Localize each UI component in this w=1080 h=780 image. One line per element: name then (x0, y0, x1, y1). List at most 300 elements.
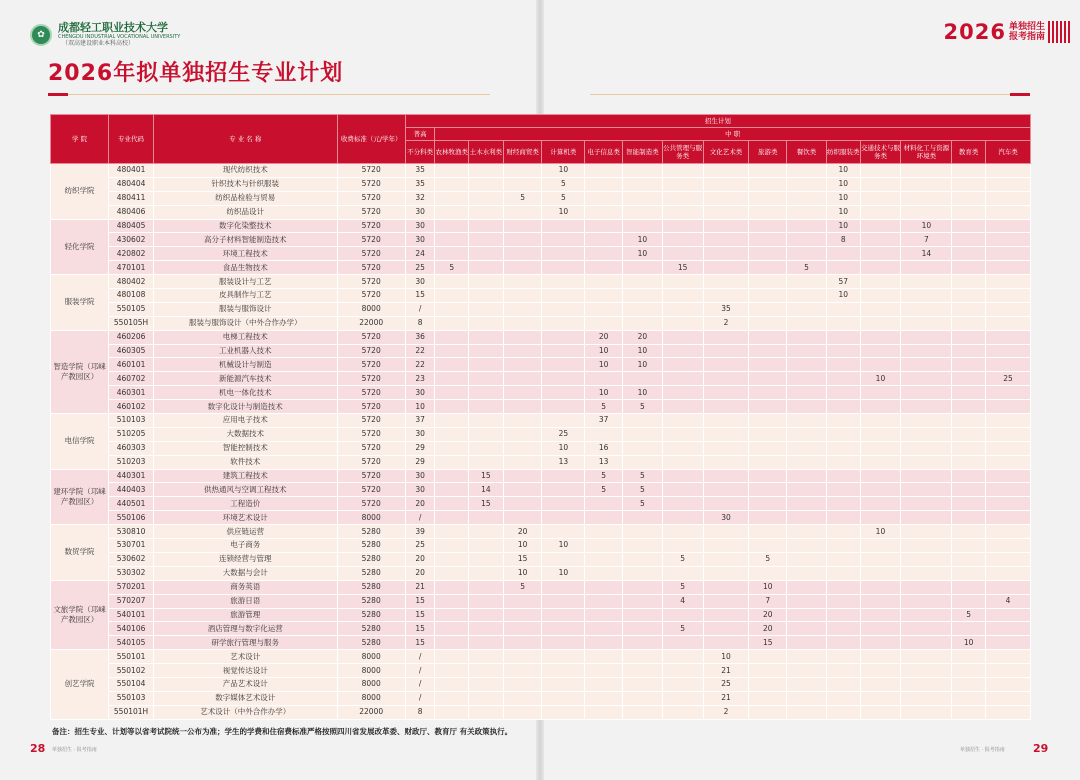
quota-cell (749, 372, 787, 386)
quota-cell (826, 414, 860, 428)
quota-cell: 21 (703, 664, 749, 678)
quota-cell (985, 483, 1030, 497)
quota-cell (860, 497, 901, 511)
quota-cell (985, 608, 1030, 622)
quota-cell (860, 400, 901, 414)
quota-cell (952, 219, 986, 233)
title-rule-left-accent (48, 93, 68, 96)
major-code: 480401 (109, 164, 154, 178)
quota-cell (435, 705, 469, 719)
major-name: 服装与服饰设计 (153, 302, 337, 316)
tuition-fee: 5280 (337, 608, 405, 622)
quota-cell (901, 469, 952, 483)
quota-cell (860, 358, 901, 372)
quota-cell (469, 372, 504, 386)
quota-cell (469, 261, 504, 275)
table-row (51, 302, 1031, 316)
quota-cell (435, 219, 469, 233)
quota-cell: / (405, 691, 435, 705)
quota-cell (985, 566, 1030, 580)
major-code: 440403 (109, 483, 154, 497)
header-subcategory: 计算机类 (542, 141, 585, 164)
quota-cell: 30 (703, 511, 749, 525)
quota-cell: 35 (405, 164, 435, 178)
quota-cell (787, 316, 827, 330)
quota-cell: 20 (405, 497, 435, 511)
title-rule-right (590, 94, 1030, 95)
quota-cell: 2 (703, 705, 749, 719)
quota-cell (503, 622, 542, 636)
quota-cell (469, 275, 504, 289)
table-row (51, 622, 1031, 636)
quota-cell (469, 705, 504, 719)
quota-cell (703, 608, 749, 622)
enrollment-plan-table (50, 114, 1031, 720)
header-subcategory: 材料化工与资源环境类 (901, 141, 952, 164)
quota-cell (623, 191, 663, 205)
institute-group (51, 219, 1031, 275)
major-code: 510203 (109, 455, 154, 469)
tuition-fee: 5720 (337, 358, 405, 372)
quota-cell (985, 691, 1030, 705)
quota-cell: 10 (503, 539, 542, 553)
quota-cell (952, 289, 986, 303)
quota-cell (503, 275, 542, 289)
major-code: 470101 (109, 261, 154, 275)
table-row (51, 358, 1031, 372)
quota-cell (901, 594, 952, 608)
quota-cell (703, 483, 749, 497)
quota-cell (860, 691, 901, 705)
quota-cell (749, 191, 787, 205)
quota-cell (952, 400, 986, 414)
quota-cell: 8 (826, 233, 860, 247)
page-number-right: 29 (1033, 742, 1049, 755)
quota-cell: 4 (662, 594, 703, 608)
quota-cell: 35 (405, 177, 435, 191)
quota-cell: 5 (787, 261, 827, 275)
quota-cell (662, 177, 703, 191)
quota-cell (985, 261, 1030, 275)
quota-cell (787, 177, 827, 191)
quota-cell (503, 261, 542, 275)
quota-cell (662, 497, 703, 511)
major-code: 510103 (109, 414, 154, 428)
quota-cell (623, 525, 663, 539)
quota-cell (787, 219, 827, 233)
quota-cell: 14 (469, 483, 504, 497)
quota-cell (952, 344, 986, 358)
quota-cell: 15 (405, 636, 435, 650)
quota-cell (952, 594, 986, 608)
quota-cell (662, 400, 703, 414)
quota-cell (662, 358, 703, 372)
quota-cell: / (405, 677, 435, 691)
quota-cell (749, 386, 787, 400)
quota-cell: 30 (405, 386, 435, 400)
quota-cell (435, 664, 469, 678)
quota-cell (787, 580, 827, 594)
quota-cell (623, 664, 663, 678)
quota-cell (542, 386, 585, 400)
major-name: 服装与服饰设计（中外合作办学） (153, 316, 337, 330)
quota-cell: 10 (826, 164, 860, 178)
quota-cell (703, 219, 749, 233)
quota-cell (952, 427, 986, 441)
quota-cell (469, 344, 504, 358)
quota-cell (469, 539, 504, 553)
quota-cell: 10 (542, 205, 585, 219)
quota-cell (901, 289, 952, 303)
tuition-fee: 5720 (337, 177, 405, 191)
quota-cell (952, 441, 986, 455)
table-row (51, 233, 1031, 247)
quota-cell (542, 400, 585, 414)
quota-cell (952, 622, 986, 636)
quota-cell (585, 608, 623, 622)
major-name: 供热通风与空调工程技术 (153, 483, 337, 497)
quota-cell: 10 (585, 358, 623, 372)
quota-cell (952, 664, 986, 678)
institute-name: 数贸学院 (51, 525, 109, 581)
header-subcategory: 土木水利类 (469, 141, 504, 164)
quota-cell: 35 (703, 302, 749, 316)
tuition-fee: 5720 (337, 483, 405, 497)
quota-cell: 10 (749, 580, 787, 594)
quota-cell (585, 275, 623, 289)
quota-cell (826, 594, 860, 608)
quota-cell (826, 427, 860, 441)
quota-cell (749, 691, 787, 705)
quota-cell (469, 233, 504, 247)
quota-cell: 15 (405, 608, 435, 622)
quota-cell (435, 650, 469, 664)
quota-cell (826, 650, 860, 664)
header-subcategory: 汽车类 (985, 141, 1030, 164)
quota-cell (952, 650, 986, 664)
quota-cell (826, 483, 860, 497)
footnote: 备注：招生专业、计划等以省考试院统一公布为准；学生的学费和住宿费标准严格按照四川省发展改革委、财政厅、教育厅 有关政策执行。 (52, 727, 513, 736)
quota-cell (826, 552, 860, 566)
quota-cell (860, 455, 901, 469)
table-row (51, 677, 1031, 691)
quota-cell (901, 414, 952, 428)
quota-cell: 10 (542, 441, 585, 455)
quota-cell (662, 441, 703, 455)
quota-cell (623, 177, 663, 191)
quota-cell (860, 483, 901, 497)
quota-cell (662, 205, 703, 219)
quota-cell (585, 664, 623, 678)
quota-cell (952, 164, 986, 178)
quota-cell (860, 247, 901, 261)
tuition-fee: 5720 (337, 497, 405, 511)
quota-cell (585, 289, 623, 303)
quota-cell: / (405, 650, 435, 664)
quota-cell (952, 511, 986, 525)
quota-cell (503, 386, 542, 400)
quota-cell (860, 414, 901, 428)
major-code: 510205 (109, 427, 154, 441)
quota-cell: 23 (405, 372, 435, 386)
quota-cell (826, 677, 860, 691)
quota-cell (703, 289, 749, 303)
quota-cell: 20 (623, 330, 663, 344)
major-name: 连锁经营与管理 (153, 552, 337, 566)
quota-cell (623, 608, 663, 622)
quota-cell: 15 (749, 636, 787, 650)
header-subcategory: 不分科类 (405, 141, 435, 164)
quota-cell (662, 233, 703, 247)
quota-cell (749, 233, 787, 247)
quota-cell (469, 691, 504, 705)
quota-cell (435, 691, 469, 705)
major-name: 机械设计与制造 (153, 358, 337, 372)
quota-cell (952, 177, 986, 191)
major-name: 数字媒体艺术设计 (153, 691, 337, 705)
quota-cell (860, 441, 901, 455)
quota-cell (503, 664, 542, 678)
quota-cell (503, 219, 542, 233)
table-row (51, 414, 1031, 428)
title-rule-right-accent (1010, 93, 1030, 96)
quota-cell (901, 372, 952, 386)
quota-cell (985, 386, 1030, 400)
quota-cell (787, 289, 827, 303)
quota-cell (662, 608, 703, 622)
quota-cell (469, 664, 504, 678)
quota-cell (585, 205, 623, 219)
quota-cell (435, 441, 469, 455)
table-row (51, 691, 1031, 705)
quota-cell (901, 511, 952, 525)
table-row (51, 497, 1031, 511)
tuition-fee: 5720 (337, 400, 405, 414)
quota-cell (703, 344, 749, 358)
quota-cell (435, 386, 469, 400)
quota-cell: 39 (405, 525, 435, 539)
quota-cell (749, 261, 787, 275)
quota-cell (703, 566, 749, 580)
quota-cell (469, 358, 504, 372)
brand-stripes-icon (1048, 21, 1070, 43)
quota-cell (623, 427, 663, 441)
quota-cell (623, 414, 663, 428)
tuition-fee: 5280 (337, 636, 405, 650)
quota-cell (503, 247, 542, 261)
quota-cell (703, 594, 749, 608)
quota-cell (749, 275, 787, 289)
institute-group (51, 275, 1031, 331)
quota-cell (703, 622, 749, 636)
quota-cell (901, 275, 952, 289)
quota-cell: 10 (623, 358, 663, 372)
quota-cell (662, 691, 703, 705)
quota-cell (749, 177, 787, 191)
quota-cell (901, 483, 952, 497)
quota-cell (662, 483, 703, 497)
quota-cell (435, 302, 469, 316)
quota-cell (585, 233, 623, 247)
quota-cell (749, 358, 787, 372)
major-name: 大数据技术 (153, 427, 337, 441)
quota-cell (623, 677, 663, 691)
quota-cell (985, 344, 1030, 358)
quota-cell (503, 497, 542, 511)
tuition-fee: 5720 (337, 261, 405, 275)
school-logo (30, 22, 180, 48)
major-name: 视觉传达设计 (153, 664, 337, 678)
major-code: 550103 (109, 691, 154, 705)
major-code: 550102 (109, 664, 154, 678)
major-name: 艺术设计 (153, 650, 337, 664)
quota-cell: 5 (542, 177, 585, 191)
quota-cell: 10 (826, 191, 860, 205)
tuition-fee: 5720 (337, 414, 405, 428)
quota-cell (503, 330, 542, 344)
quota-cell (469, 636, 504, 650)
quota-cell (542, 525, 585, 539)
table-row (51, 177, 1031, 191)
footer-text-left: 单独招生 · 报考指南 (52, 747, 97, 753)
quota-cell (542, 289, 585, 303)
quota-cell (585, 691, 623, 705)
table-row (51, 261, 1031, 275)
quota-cell (469, 580, 504, 594)
quota-cell (585, 316, 623, 330)
title-rule-left (48, 94, 490, 95)
quota-cell (542, 275, 585, 289)
quota-cell (435, 247, 469, 261)
quota-cell (469, 511, 504, 525)
quota-cell (662, 636, 703, 650)
quota-cell: 25 (405, 261, 435, 275)
quota-cell (860, 219, 901, 233)
quota-cell (787, 636, 827, 650)
quota-cell: 5 (585, 400, 623, 414)
quota-cell (623, 372, 663, 386)
quota-cell (749, 205, 787, 219)
quota-cell (826, 441, 860, 455)
quota-cell (787, 441, 827, 455)
quota-cell (985, 705, 1030, 719)
quota-cell (787, 525, 827, 539)
quota-cell (542, 691, 585, 705)
quota-cell: 30 (405, 219, 435, 233)
header-code: 专业代码 (109, 115, 154, 164)
major-code: 550105 (109, 302, 154, 316)
quota-cell (623, 580, 663, 594)
quota-cell: 5 (662, 552, 703, 566)
major-name: 工程造价 (153, 497, 337, 511)
quota-cell (826, 705, 860, 719)
quota-cell: 14 (901, 247, 952, 261)
quota-cell (503, 483, 542, 497)
header-subcategory: 交通技术与服务类 (860, 141, 901, 164)
quota-cell: 10 (542, 164, 585, 178)
quota-cell (703, 247, 749, 261)
quota-cell (860, 427, 901, 441)
quota-cell (703, 552, 749, 566)
quota-cell (901, 622, 952, 636)
quota-cell (787, 552, 827, 566)
quota-cell (787, 372, 827, 386)
quota-cell (749, 164, 787, 178)
quota-cell (860, 164, 901, 178)
quota-cell: 22 (405, 344, 435, 358)
quota-cell (860, 636, 901, 650)
quota-cell (503, 164, 542, 178)
quota-cell (542, 650, 585, 664)
quota-cell (901, 316, 952, 330)
quota-cell (901, 400, 952, 414)
quota-cell (585, 497, 623, 511)
quota-cell (952, 275, 986, 289)
quota-cell (469, 441, 504, 455)
quota-cell (703, 205, 749, 219)
quota-cell (901, 455, 952, 469)
quota-cell: 10 (703, 650, 749, 664)
quota-cell (623, 289, 663, 303)
quota-cell: 20 (405, 552, 435, 566)
quota-cell (787, 205, 827, 219)
quota-cell (435, 539, 469, 553)
quota-cell (703, 386, 749, 400)
quota-cell (952, 525, 986, 539)
quota-cell (585, 552, 623, 566)
quota-cell (703, 261, 749, 275)
quota-cell (860, 622, 901, 636)
table-row (51, 164, 1031, 178)
quota-cell (503, 289, 542, 303)
table-row (51, 386, 1031, 400)
tuition-fee: 8000 (337, 650, 405, 664)
quota-cell (985, 664, 1030, 678)
quota-cell (749, 566, 787, 580)
quota-cell (623, 205, 663, 219)
quota-cell: 20 (749, 608, 787, 622)
quota-cell (435, 566, 469, 580)
table-row (51, 636, 1031, 650)
quota-cell (787, 414, 827, 428)
quota-cell (542, 330, 585, 344)
quota-cell (623, 441, 663, 455)
major-name: 艺术设计（中外合作办学） (153, 705, 337, 719)
table-row (51, 441, 1031, 455)
major-code: 550101 (109, 650, 154, 664)
quota-cell (503, 302, 542, 316)
quota-cell (826, 455, 860, 469)
quota-cell (952, 691, 986, 705)
quota-cell: 10 (860, 372, 901, 386)
quota-cell (662, 566, 703, 580)
quota-cell (469, 177, 504, 191)
tuition-fee: 5280 (337, 525, 405, 539)
quota-cell: 25 (985, 372, 1030, 386)
quota-cell (662, 191, 703, 205)
tuition-fee: 22000 (337, 705, 405, 719)
quota-cell (623, 566, 663, 580)
table-row (51, 566, 1031, 580)
quota-cell (469, 191, 504, 205)
quota-cell (749, 289, 787, 303)
tuition-fee: 8000 (337, 677, 405, 691)
quota-cell (542, 372, 585, 386)
quota-cell (787, 386, 827, 400)
quota-cell (585, 677, 623, 691)
quota-cell (860, 191, 901, 205)
quota-cell (787, 358, 827, 372)
